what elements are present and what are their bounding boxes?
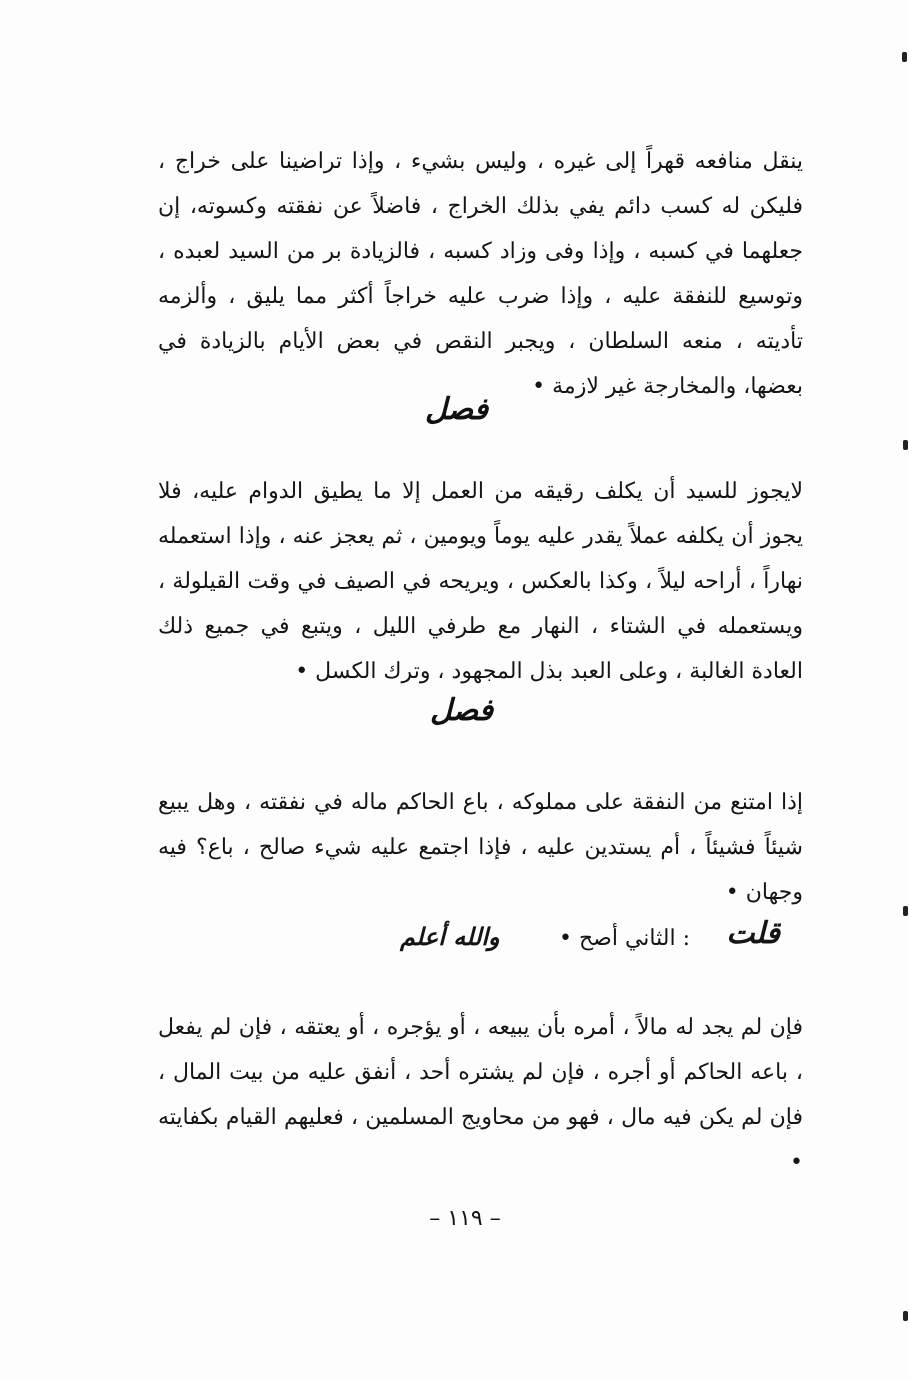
author-note — [400, 916, 780, 966]
paragraph-3: إذا امتنع من النفقة على مملوكه ، باع الحاكم ماله في نفقته ، وهل يبيع شيئاً فشيئاً ، أم يستدين عليه ، فإذا اجتمع عليه شيء صالح ، باع؟ فيه وجهان • — [158, 790, 803, 905]
scan-edge-mark — [903, 906, 908, 916]
section-heading-2: فصل — [430, 693, 494, 728]
note-closing-phrase: والله أعلم — [400, 922, 500, 951]
note-text: : الثاني أصح • — [559, 926, 690, 951]
section-heading-1: فصل — [425, 392, 489, 427]
scan-edge-mark — [903, 440, 908, 450]
paragraph-2: لايجوز للسيد أن يكلف رقيقه من العمل إلا ما يطيق الدوام عليه، فلا يجوز أن يكلفه عملاً يقدر عليه يوماً ويومين ، ثم يعجز عنه ، وإذا استعمله نهاراً ، أراحه ليلاً ، وكذا بالعكس ، ويريحه في الصيف في وقت القيلولة ، ويستعمله في الشتاء ، النهار مع طرفي الليل ، ويتبع في جميع ذلك العادة الغالبة ، وعلى العبد بذل المجهود ، وترك الكسل • — [158, 479, 803, 684]
page-number: – ١١٩ – — [429, 1206, 501, 1231]
paragraph-1: ينقل منافعه قهراً إلى غيره ، وليس بشيء ، وإذا تراضينا على خراج ، فليكن له كسب دائم يفي بذلك الخراج ، فاضلاً عن نفقته وكسوته، إن جعلهما في كسبه ، وإذا وفى وزاد كسبه ، فالزيادة بر من السيد لعبده ، وتوسيع للنفقة عليه ، وإذا ضرب عليه خراجاً أكثر مما يليق ، وألزمه تأديته ، منعه السلطان ، ويجبر النقص في بعض الأيام بالزيادة في بعضها، والمخارجة غير لازمة • — [158, 149, 803, 399]
scan-edge-mark — [902, 52, 907, 62]
paragraph-4: فإن لم يجد له مالاً ، أمره بأن يبيعه ، أو يؤجره ، أو يعتقه ، فإن لم يفعل ، باعه الحاكم أو أجره ، فإن لم يشتره أحد ، أنفق عليه من بيت المال ، فإن لم يكن فيه مال ، فهو من محاويج المسلمين ، فعليهم القيام بكفايته • — [158, 1015, 803, 1175]
note-label: قلت — [726, 916, 780, 951]
scan-edge-mark — [903, 1311, 908, 1321]
